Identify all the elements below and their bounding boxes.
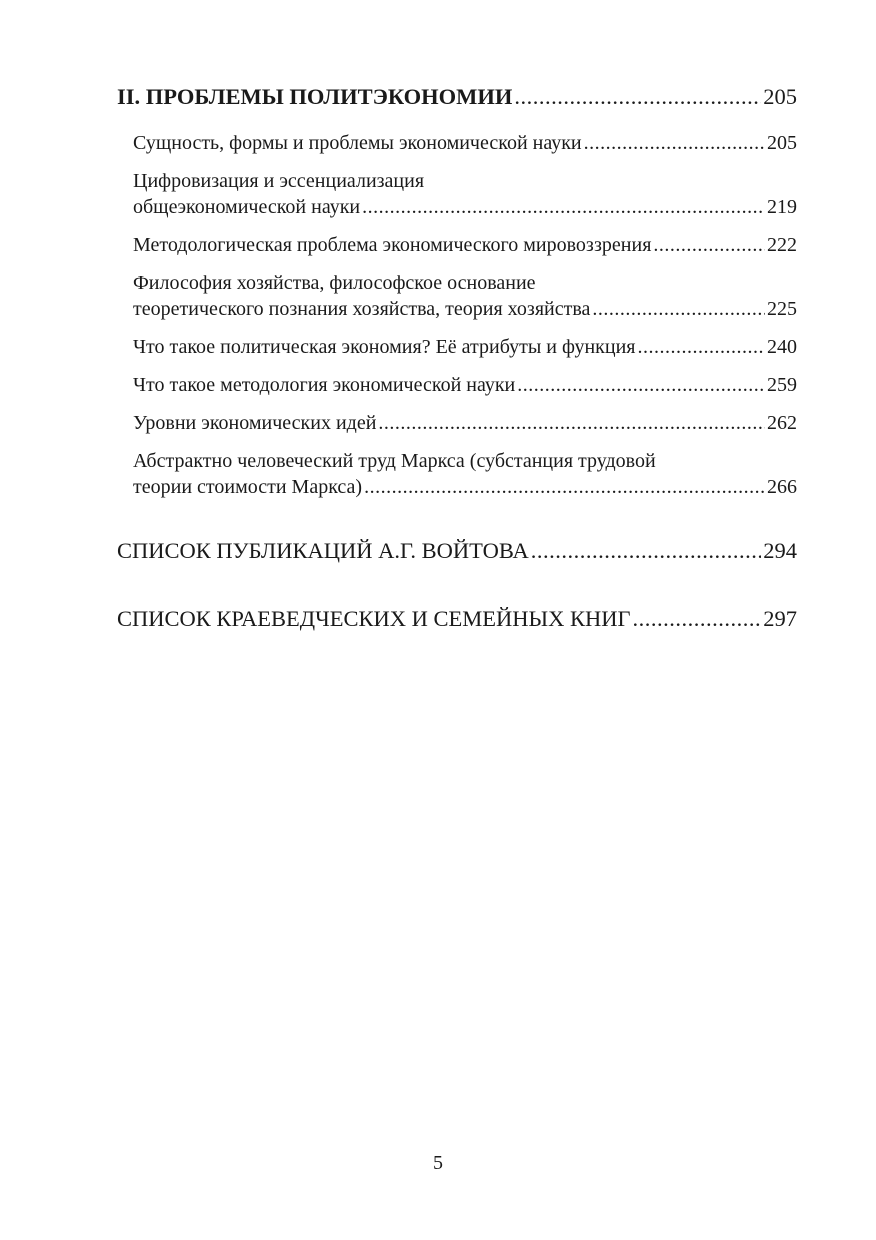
toc-page-number: 262 — [767, 412, 797, 434]
toc-appendix-title: СПИСОК КРАЕВЕДЧЕСКИХ И СЕМЕЙНЫХ КНИГ — [117, 606, 631, 631]
toc-entry[interactable] — [133, 130, 797, 156]
toc-entry[interactable] — [133, 232, 797, 258]
dot-leader — [592, 296, 765, 322]
dot-leader — [633, 604, 762, 634]
toc-page-number: 219 — [767, 196, 797, 218]
dot-leader — [364, 474, 765, 500]
toc-entry-title-line: Абстрактно человеческий труд Маркса (субстанция трудовой — [133, 450, 656, 472]
toc-entry[interactable] — [133, 270, 797, 322]
toc-entry-title: Что такое методология экономической науки — [133, 374, 516, 396]
toc-entry-title: теоретического познания хозяйства, теория хозяйства — [133, 298, 591, 320]
toc-appendix-title: СПИСОК ПУБЛИКАЦИЙ А.Г. ВОЙТОВА — [117, 538, 529, 563]
toc-page-number: 225 — [767, 298, 797, 320]
toc-part-title: II. ПРОБЛЕМЫ ПОЛИТЭКОНОМИИ — [117, 84, 513, 109]
toc-entry-title: Методологическая проблема экономического мировоззрения — [133, 234, 652, 256]
toc-page-number: 266 — [767, 476, 797, 498]
toc-entry-title: общеэкономической науки — [133, 196, 361, 218]
toc-page-number: 297 — [763, 606, 797, 631]
dot-leader — [378, 410, 765, 436]
toc-entry[interactable] — [133, 168, 797, 220]
toc-page-number: 240 — [767, 336, 797, 358]
dot-leader — [362, 194, 765, 220]
dot-leader — [584, 130, 765, 156]
toc-page-number: 205 — [767, 132, 797, 154]
page-number-footer: 5 — [433, 1152, 443, 1174]
dot-leader — [653, 232, 765, 258]
dot-leader — [531, 536, 762, 566]
toc-entry[interactable] — [133, 334, 797, 360]
table-of-contents — [117, 82, 797, 634]
toc-entry-title: Уровни экономических идей — [133, 412, 377, 434]
toc-entry-title: Что такое политическая экономия? Её атрибуты и функция — [133, 336, 636, 358]
dot-leader — [514, 82, 761, 112]
toc-page-number: 294 — [763, 538, 797, 563]
toc-part-heading[interactable] — [117, 82, 797, 112]
toc-page-number: 222 — [767, 234, 797, 256]
toc-page-number: 259 — [767, 374, 797, 396]
dot-leader — [517, 372, 765, 398]
toc-entry-title: теории стоимости Маркса) — [133, 476, 363, 498]
toc-entry-title-line: Философия хозяйства, философское основание — [133, 272, 536, 294]
toc-appendix-entry[interactable] — [117, 536, 797, 566]
toc-entry[interactable] — [133, 372, 797, 398]
toc-page-number: 205 — [763, 84, 797, 109]
toc-entry[interactable] — [133, 448, 797, 500]
toc-entry-title: Сущность, формы и проблемы экономической науки — [133, 132, 582, 154]
dot-leader — [638, 334, 766, 360]
toc-appendix-entry[interactable] — [117, 604, 797, 634]
toc-entry[interactable] — [133, 410, 797, 436]
toc-entry-title-line: Цифровизация и эссенциализация — [133, 170, 425, 192]
